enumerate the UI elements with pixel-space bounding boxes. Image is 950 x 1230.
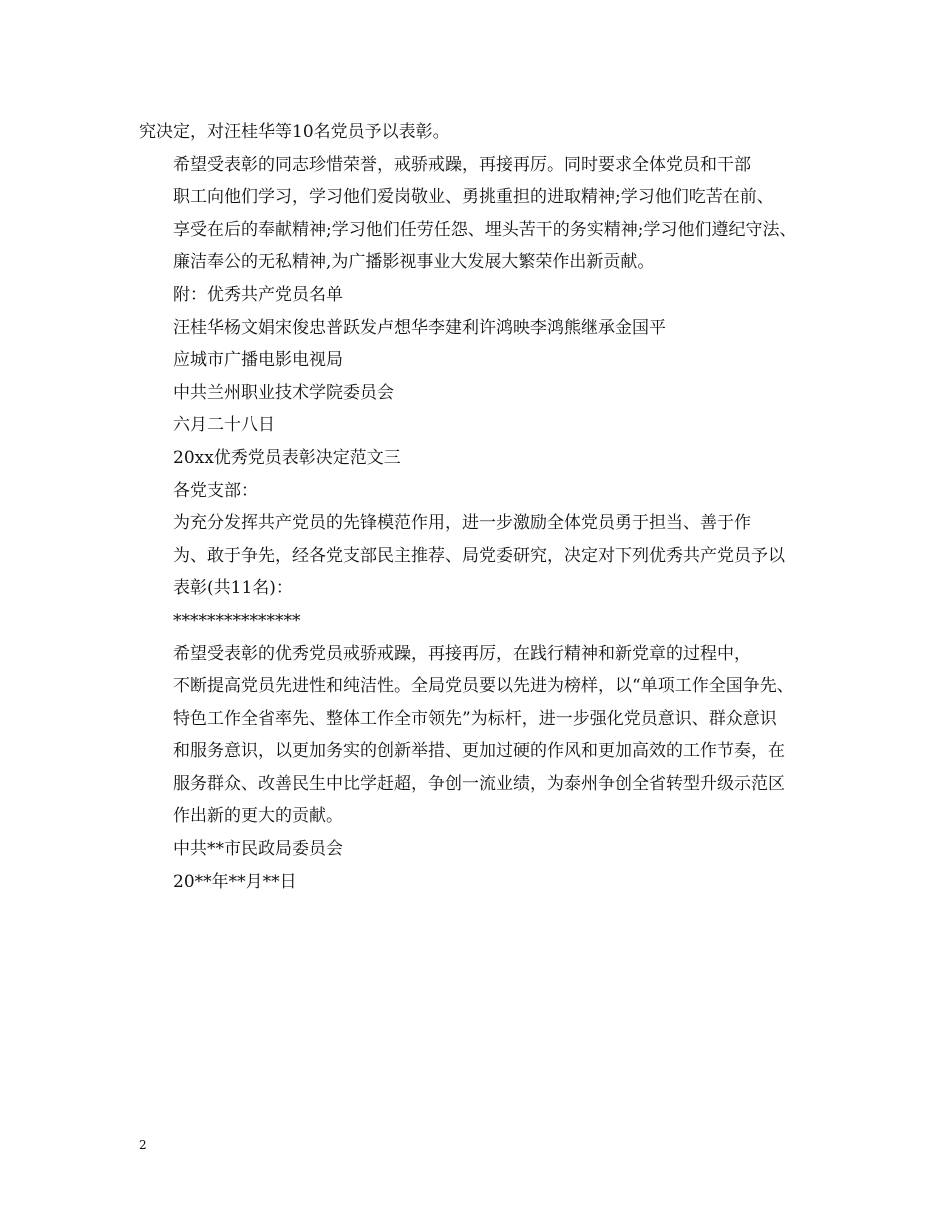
honoree-names: 汪桂华杨文娟宋俊忠普跃发卢想华李建利许鸿映李鸿熊继承金国平 — [173, 317, 666, 338]
signature-organization: 中共**市民政局委员会 — [173, 839, 343, 860]
page-number: 2 — [139, 1138, 147, 1152]
paragraph-decision: 为充分发挥共产党员的先锋模范作用，进一步激励全体党员勇于担当、善于作 为、敢于争先，经各党支部民主推荐、局党委研究，决定对下列优秀共产党员予以 表彰(共11名)： — [173, 513, 785, 599]
redacted-names: *************** — [173, 610, 301, 631]
paragraph-commendation-hope: 希望受表彰的同志珍惜荣誉，戒骄戒躁，再接再厉。同时要求全体党员和干部 职工向他们学习，学习他们爱岗敬业、勇挑重担的进取精神;学习他们吃苦在前、 享受在后的奉献精神;学习他们任劳任怨、埋头苦干的务实精神;学习他们遵纪守法、 廉洁奉公的无私精神,为广播影视事业大发展大繁荣作出新贡献。 — [173, 154, 797, 273]
signature-date: 20**年**月**日 — [173, 871, 297, 892]
paragraph-continuation: 究决定，对汪桂华等10名党员予以表彰。 — [139, 122, 450, 142]
issuer-committee: 中共兰州职业技术学院委员会 — [173, 382, 394, 403]
section-title: 20xx优秀党员表彰决定范文三 — [173, 447, 401, 468]
document-body — [139, 116, 819, 898]
issuer-bureau: 应城市广播电影电视局 — [173, 350, 343, 371]
paragraph-expectations: 希望受表彰的优秀党员戒骄戒躁，再接再厉，在践行精神和新党章的过程中， 不断提高党员先进性和纯洁性。全局党员要以先进为榜样，以“单项工作全国争先、 特色工作全省率先、整体工作全市领先”为标杆，进一步强化党员意识、群众意识 和服务意识，以更加务实的创新举措、更加过硬的作风和更加高效的工作节奏，在 服务群众、改善民生中比学赶超，争创一流业绩，为泰州争创全省转型升级示范区 作出新的更大的贡献。 — [173, 643, 794, 827]
appendix-heading: 附：优秀共产党员名单 — [173, 284, 343, 305]
issue-date: 六月二十八日 — [173, 415, 275, 436]
salutation: 各党支部： — [173, 480, 258, 501]
